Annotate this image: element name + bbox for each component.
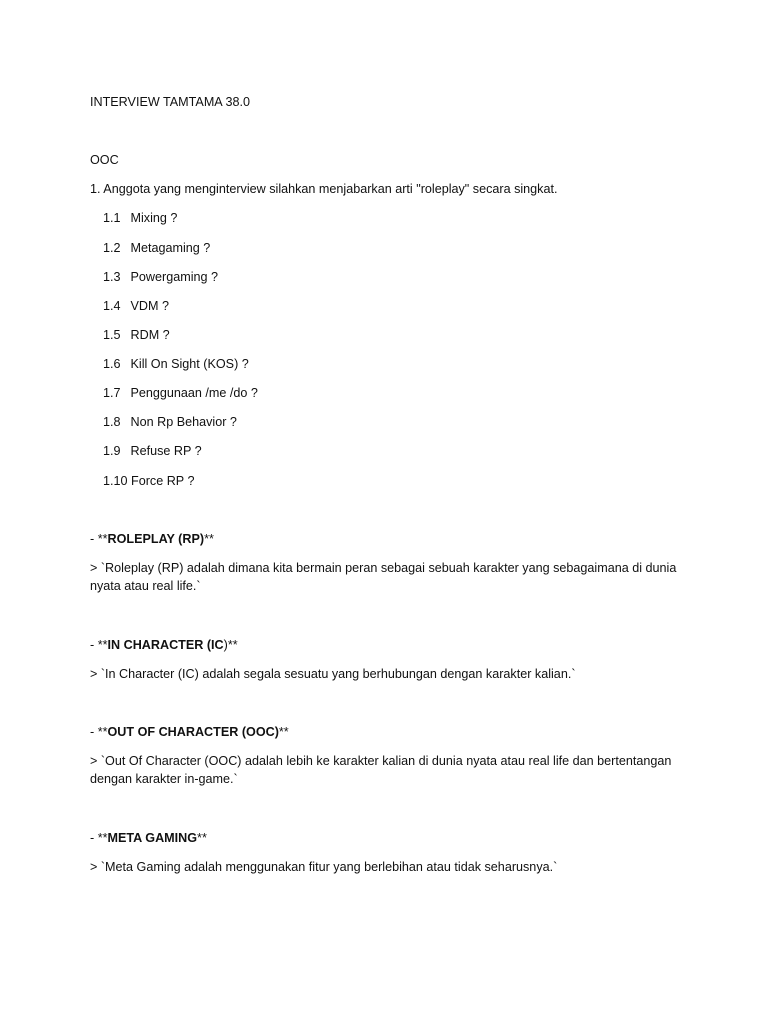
subitem-number: 1.2 [103, 241, 121, 255]
heading-prefix: - ** [90, 638, 108, 652]
heading-suffix: ** [204, 532, 214, 546]
subitem-text: Metagaming ? [130, 241, 211, 255]
subitem-number: 1.6 [103, 357, 121, 371]
subitem-text: Non Rp Behavior ? [130, 415, 237, 429]
subitem [103, 326, 170, 344]
subitem [103, 355, 249, 373]
subitem [103, 239, 210, 257]
subitem-text: Penggunaan /me /do ? [130, 386, 258, 400]
heading-text: ROLEPLAY (RP) [107, 532, 205, 546]
subitem-number: 1.3 [103, 270, 121, 284]
subitem-number: 1.7 [103, 386, 121, 400]
question-text: 1. Anggota yang menginterview silahkan menjabarkan arti "roleplay" secara singkat. [90, 182, 558, 196]
subitem [103, 209, 177, 227]
subitem-number: 1.5 [103, 328, 121, 342]
document-title: INTERVIEW TAMTAMA 38.0 [90, 95, 251, 109]
heading-text: IN CHARACTER (IC [107, 638, 224, 652]
heading-prefix: - ** [90, 532, 108, 546]
definition-heading [90, 636, 238, 654]
subitem [103, 297, 169, 315]
definition-answer: > `Out Of Character (OOC) adalah lebih ke karakter kalian di dunia nyata atau real life dan bertentangan dengan karakter in-game.` [90, 754, 672, 786]
subitem-text: Force RP ? [131, 474, 195, 488]
definition-answer: > `In Character (IC) adalah segala sesuatu yang berhubungan dengan karakter kalian.` [90, 667, 576, 681]
subitem-number: 1.9 [103, 444, 121, 458]
definition-heading [90, 829, 207, 847]
subitem-text: Kill On Sight (KOS) ? [130, 357, 249, 371]
heading-prefix: - ** [90, 831, 108, 845]
subitem-text: VDM ? [130, 299, 169, 313]
subitem-text: RDM ? [130, 328, 170, 342]
subitem-text: Refuse RP ? [130, 444, 202, 458]
heading-suffix: ** [197, 831, 207, 845]
subitem [103, 472, 194, 490]
definition-answer: > `Roleplay (RP) adalah dimana kita bermain peran sebagai sebuah karakter yang sebagaimana di dunia nyata atau real life.` [90, 561, 677, 593]
subitem [103, 268, 218, 286]
subitem-number: 1.10 [103, 474, 128, 488]
heading-prefix: - ** [90, 725, 108, 739]
subitem [103, 442, 202, 460]
subitem-number: 1.1 [103, 211, 121, 225]
subitem-number: 1.8 [103, 415, 121, 429]
heading-suffix: )** [223, 638, 238, 652]
subitem [103, 384, 258, 402]
subitem-text: Powergaming ? [130, 270, 219, 284]
heading-text: OUT OF CHARACTER (OOC) [107, 725, 279, 739]
heading-suffix: ** [278, 725, 289, 739]
subitem [103, 413, 237, 431]
definition-answer: > `Meta Gaming adalah menggunakan fitur yang berlebihan atau tidak seharusnya.` [90, 860, 558, 874]
section-label: OOC [90, 153, 119, 167]
heading-text: META GAMING [107, 831, 198, 845]
subitem-number: 1.4 [103, 299, 121, 313]
subitem-text: Mixing ? [130, 211, 178, 225]
definition-heading [90, 723, 289, 741]
definition-heading [90, 530, 214, 548]
